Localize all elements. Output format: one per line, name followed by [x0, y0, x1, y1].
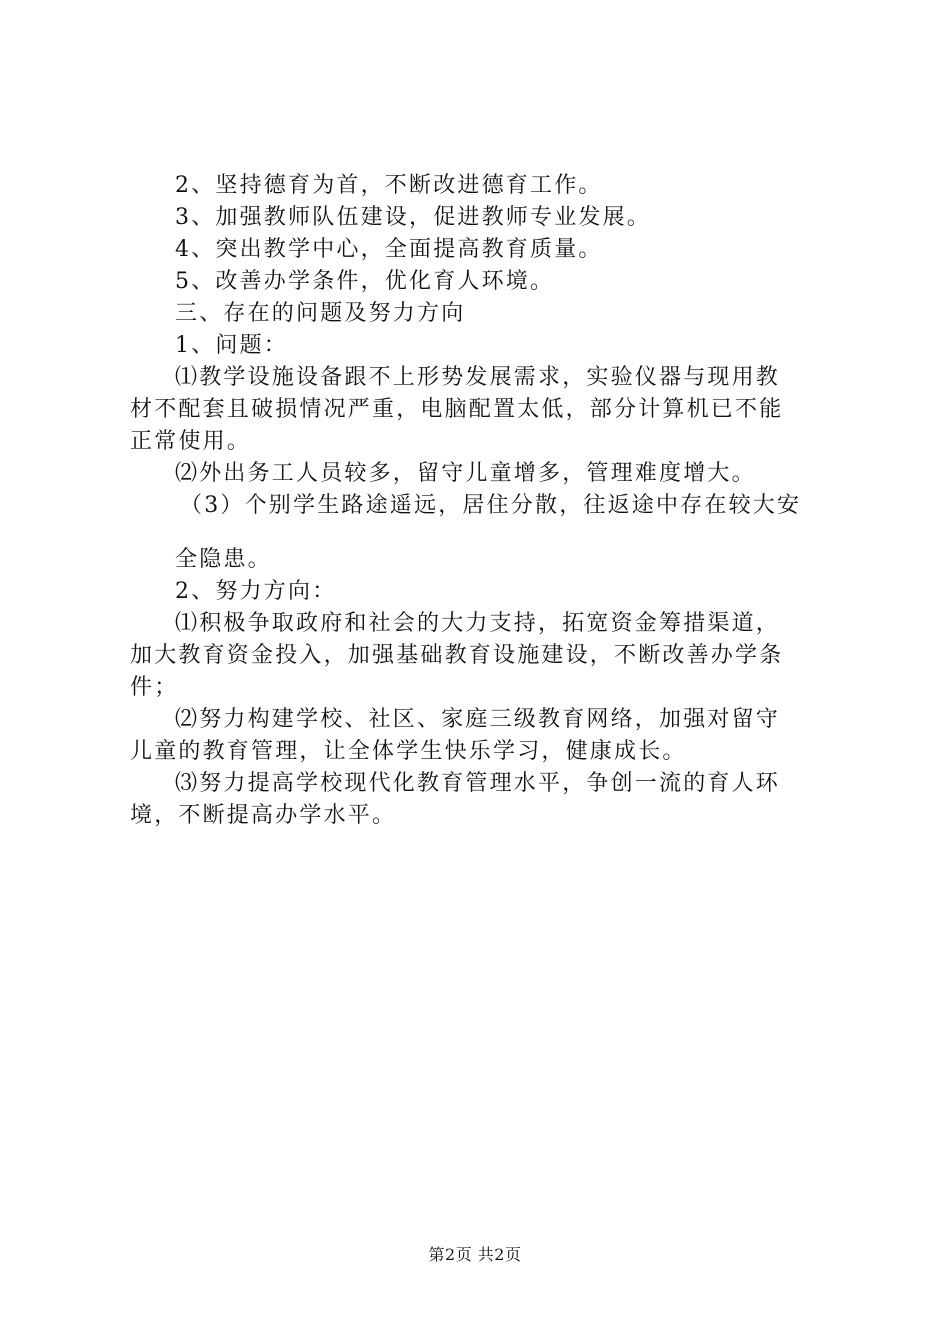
page-footer: 第2页 共2页 [428, 1245, 522, 1264]
direction-3-line-1: ⑶努力提高学校现代化教育管理水平，争创一流的育人环 [175, 771, 781, 796]
direction-1-line-2: 加大教育资金投入，加强基础教育设施建设，不断改善办学条 [130, 643, 784, 668]
subheading-directions: 2、努力方向： [175, 579, 337, 604]
subheading-problems: 1、问题： [175, 333, 288, 358]
problem-3-line-1: （3）个别学生路途遥远，居住分散，往返途中存在较大安 [180, 493, 802, 518]
direction-1-line-3: 件； [130, 675, 179, 700]
problem-3-line-2: 全隐患。 [175, 547, 272, 572]
problem-1-line-2: 材不配套且破损情况严重，电脑配置太低，部分计算机已不能 [130, 397, 784, 422]
direction-1-line-1: ⑴积极争取政府和社会的大力支持，拓宽资金筹措渠道， [175, 611, 781, 636]
blank-gap [130, 522, 835, 544]
problem-2: ⑵外出务工人员较多，留守儿童增多，管理难度增大。 [175, 461, 756, 486]
direction-2-line-1: ⑵努力构建学校、社区、家庭三级教育网络，加强对留守 [175, 707, 781, 732]
direction-3-line-2: 境，不断提高办学水平。 [130, 803, 397, 828]
paragraph-school-conditions: 5、改善办学条件，优化育人环境。 [175, 269, 555, 294]
document-body [130, 170, 835, 832]
problem-1-line-3: 正常使用。 [130, 429, 252, 454]
problem-1-line-1: ⑴教学设施设备跟不上形势发展需求，实验仪器与现用教 [175, 365, 781, 390]
paragraph-teacher-team: 3、加强教师队伍建设，促进教师专业发展。 [175, 205, 651, 230]
direction-2-line-2: 儿童的教育管理，让全体学生快乐学习，健康成长。 [130, 739, 687, 764]
paragraph-moral-education: 2、坚持德育为首，不断改进德育工作。 [175, 173, 603, 198]
paragraph-teaching-center: 4、突出教学中心，全面提高教育质量。 [175, 237, 603, 262]
section-heading-problems: 三、存在的问题及努力方向 [175, 301, 466, 326]
